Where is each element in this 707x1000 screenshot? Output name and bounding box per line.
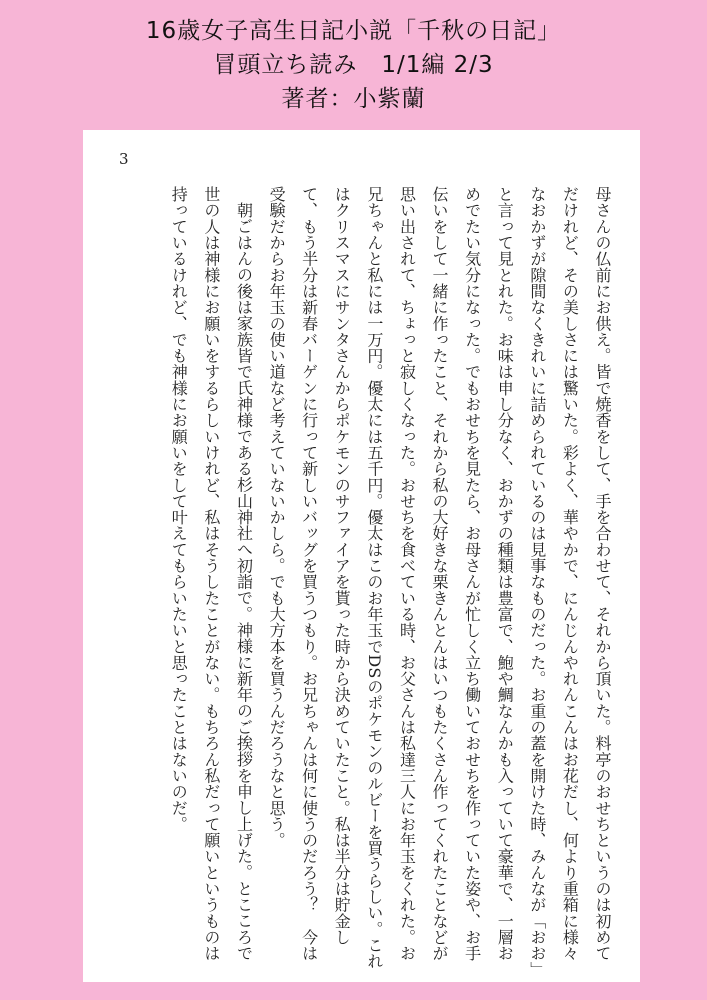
title-line-2: 冒頭立ち読み 1/1編 2/3 [213, 52, 494, 78]
page-number: 3 [119, 150, 129, 168]
title-line-3: 著者：小紫蘭 [281, 86, 426, 112]
paragraph-2: 朝ごはんの後は家族皆で氏神様である杉山神社へ初詣で。神様に新年のご挨拶を申し上げた。とこころで世の人は神様にお願いをするらしいけれど、私はそうしたことがない。もちろん私だって願いというものは持っているけれど、でも神様にお願いをして叶えてもらいたいと思ったことはないのだ。 [169, 186, 254, 962]
title-line-1: 16歳女子高生日記小説「千秋の日記」 [145, 18, 562, 44]
vertical-body-text [162, 186, 618, 972]
header [0, 14, 707, 116]
book-page [83, 130, 640, 982]
paragraph-1: 母さんの仏前にお供え。皆で焼香をして、手を合わせて、それから頂いた。料亭のおせちというのは初めてだけれど、その美しさには驚いた。彩よく、華やかで、にんじんやれんこんはお花だし、何より重箱に様々なおかずが隙間なくきれいに詰められているのは見事なものだった。お重の蓋を開けた時、みんなが「おお」と言って見とれた。お味は申し分なく、おかずの種類は豊富で、鮑や鯛なんかも入っていて豪華で、一層おめでたい気分になった。でもおせちを見たら、お母さんが忙しく立ち働いておせちを作っていた姿や、お手伝いをして一緒に作ったこと、それから私の大好きな栗きんとんはいつもたくさん作ってくれたことなどが思い出されて、ちょっと寂しくなった。おせちを食べている時、お父さんは私達三人にお年玉をくれた。お兄ちゃんと私には一万円。優太には五千円。優太はこのお年玉でDSのポケモンのルビーを買うらしい。これはクリスマスにサンタさんからポケモンのサファイアを貰った時から決めていたこと。私は半分は貯金して、もう半分は新春バーゲンに行って新しいバッグを買うつもり。お兄ちゃんは何に使うのだろう？ 今は受験だからお年玉の使い道など考えていないかしら。でも大方本を買うんだろうなと思う。 [267, 186, 612, 970]
